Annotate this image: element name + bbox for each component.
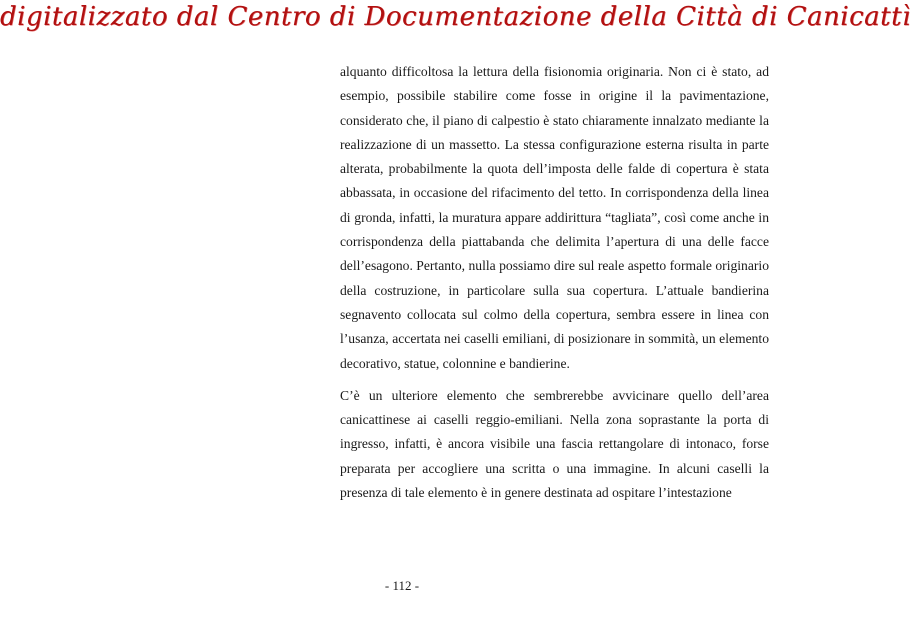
page-number: - 112 -: [384, 578, 420, 593]
body-text: [340, 60, 769, 505]
paragraph-2: C’è un ulteriore elemento che sembrerebbe avvicinare quello dell’area canicattinese ai caselli reggio-emiliani. Nella zona soprastante la porta di ingresso, infatti, è ancora visibile una fascia rettangolare di intonaco, forse preparata per accogliere una scritta o una immagine. In alcuni caselli la presenza di tale elemento è in genere destinata ad ospitare l’intestazione: [340, 387, 769, 501]
digitization-watermark: digitalizzato dal Centro di Documentazione della Città di Canicattì: [0, 2, 911, 32]
paragraph-1: alquanto difficoltosa la lettura della fisionomia originaria. Non ci è stato, ad esempio, possibile stabilire come fosse in origine il la pavimentazione, considerato che, il piano di calpestio è stato chiaramente innalzato mediante la realizzazione di un massetto. La stessa configurazione esterna risulta in parte alterata, probabilmente la quota dell’imposta delle falde di copertura è stata abbassata, in occasione del rifacimento del tetto. In corrispondenza della linea di gronda, infatti, la muratura appare addirittura “tagliata”, così come anche in corrispondenza della piattabanda che delimita l’apertura di una delle facce dell’esagono. Pertanto, nulla possiamo dire sul reale aspetto formale originario della costruzione, in particolare sulla sua copertura. L’attuale bandierina segnavento collocata sul colmo della copertura, sembra essere in linea con l’usanza, accertata nei caselli emiliani, di posizionare in sommità, un elemento decorativo, statue, colonnine e bandierine.: [340, 64, 769, 371]
